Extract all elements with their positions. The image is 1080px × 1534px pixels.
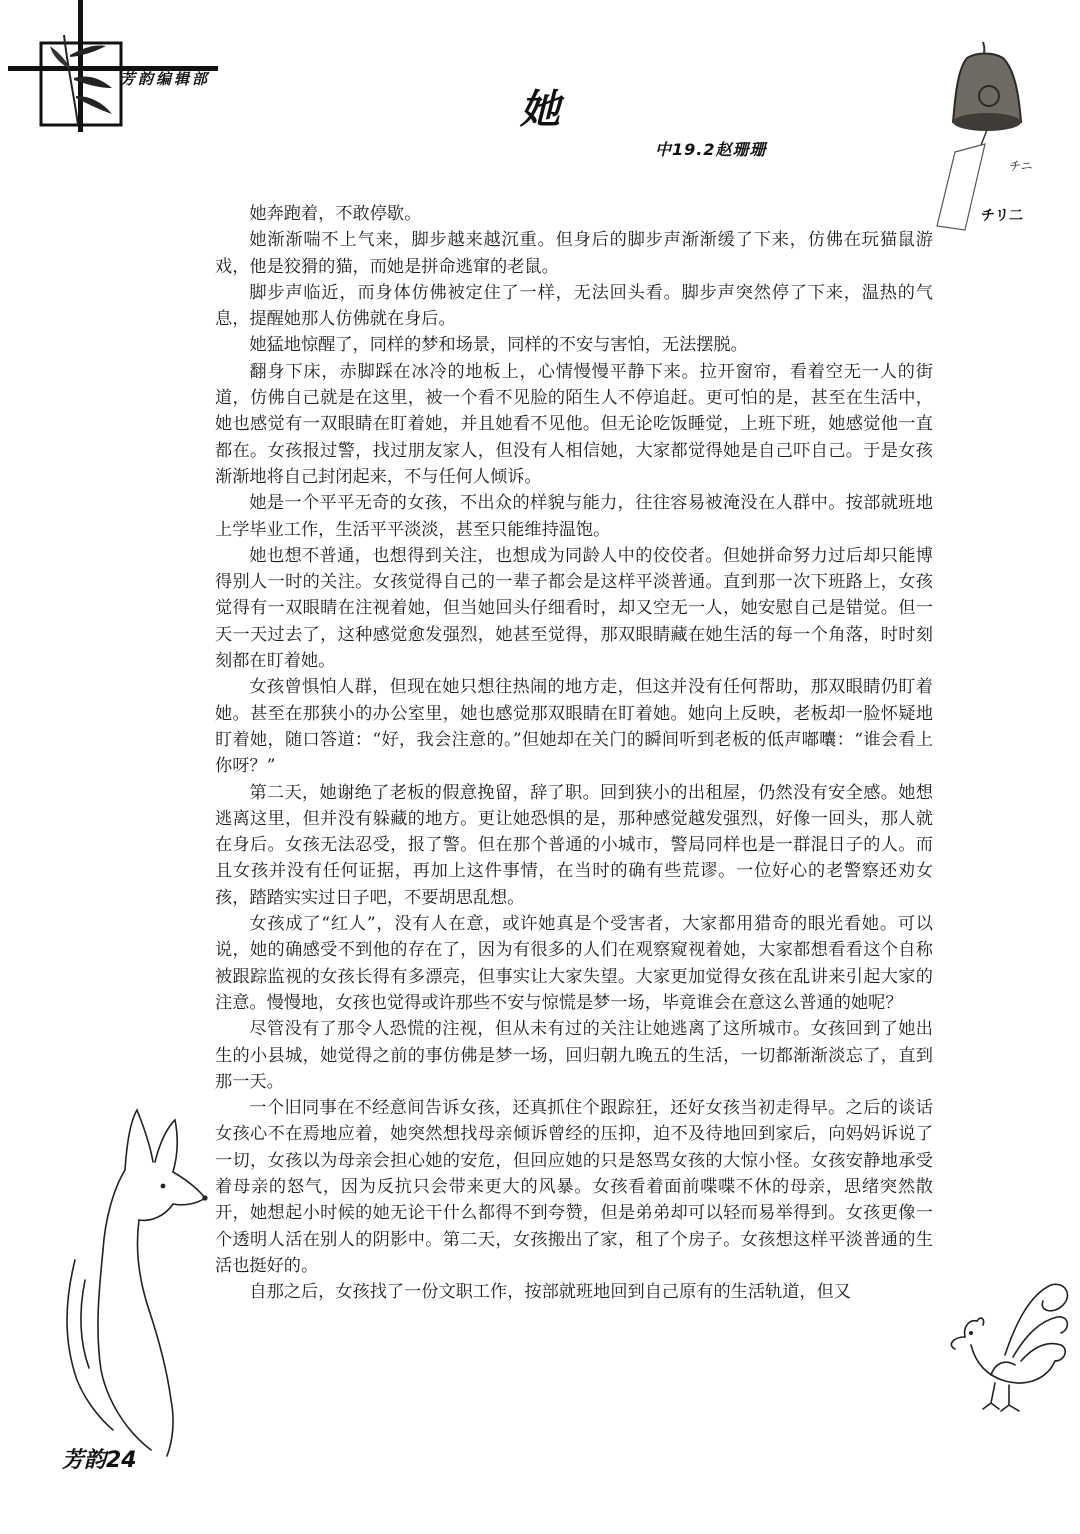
page-number: 芳韵24 bbox=[62, 1448, 137, 1473]
rooster-icon bbox=[935, 1275, 1075, 1420]
wind-chime-icon bbox=[925, 40, 1035, 270]
paragraph: 女孩曾惧怕人群，但现在她只想往热闹的地方走，但这并没有任何帮助，那双眼睛仍盯着她。甚至在那狭小的办公室里，她也感觉那双眼睛在盯着她。她向上反映，老板却一脸怀疑地盯着她，随口答道：“好，我会注意的。”但她却在关门的瞬间听到老板的低声嘟囔：“谁会看上你呀？” bbox=[215, 677, 933, 777]
paragraph: 第二天，她谢绝了老板的假意挽留，辞了职。回到狭小的出租屋，仍然没有安全感。她想逃离这里，但并没有躲藏的地方。更让她恐惧的是，那种感觉越发强烈，好像一回头，那人就在身后。女孩无法忍受，报了警。但在那个普通的小城市，警局同样也是一群混日子的人。而且女孩并没有任何证据，再加上这件事情，在当时的确有些荒谬。一位好心的老警察还劝女孩，踏踏实实过日子吧，不要胡思乱想。 bbox=[215, 782, 933, 908]
paragraph: 尽管没有了那令人恐慌的注视，但从未有过的关注让她逃离了这所城市。女孩回到了她出生的小县城，她觉得之前的事仿佛是梦一场，回归朝九晚五的生活，一切都渐渐淡忘了，直到那一天。 bbox=[215, 1019, 933, 1092]
fox-icon bbox=[55, 1100, 245, 1460]
paragraph: 翻身下床，赤脚踩在冰冷的地板上，心情慢慢平静下来。拉开窗帘，看着空无一人的街道，仿佛自己就是在这里，被一个看不见脸的陌生人不停追赶。更可怕的是，甚至在生活中，她也感觉有一双眼睛在盯着她，并且她看不见他。但无论吃饭睡觉，上班下班，她感觉他一直都在。女孩报过警，找过朋友家人，但没有人相信她，大家都觉得她是自己吓自己。于是女孩渐渐地将自己封闭起来，不与任何人倾诉。 bbox=[215, 361, 933, 487]
paragraph: 她奔跑着，不敢停歇。 bbox=[249, 204, 422, 224]
article-title: 她 bbox=[520, 86, 560, 133]
article-body bbox=[215, 201, 933, 1305]
department-label: 芳韵编辑部 bbox=[120, 70, 211, 88]
paragraph: 她渐渐喘不上气来，脚步越来越沉重。但身后的脚步声渐渐缓了下来，仿佛在玩猫鼠游戏，他是狡猾的猫，而她是拼命逃窜的老鼠。 bbox=[215, 230, 933, 277]
paragraph: 女孩成了“红人”，没有人在意，或许她真是个受害者，大家都用猎奇的眼光看她。可以说，她的确感受不到他的存在了，因为有很多的人们在观察窥视着她，大家都想看看这个自称被跟踪监视的女孩长得有多漂亮，但事实让大家失望。大家更加觉得女孩在乱讲来引起大家的注意。慢慢地，女孩也觉得或许那些不安与惊慌是梦一场，毕竟谁会在意这么普通的她呢？ bbox=[215, 914, 933, 1013]
paragraph: 她猛地惊醒了，同样的梦和场景，同样的不安与害怕，无法摆脱。 bbox=[249, 335, 748, 356]
paragraph: 她是一个平平无奇的女孩，不出众的样貌与能力，往往容易被淹没在人群中。按部就班地上学毕业工作，生活平平淡淡，甚至只能维持温饱。 bbox=[215, 493, 933, 540]
paragraph: 自那之后，女孩找了一份文职工作，按部就班地回到自己原有的生活轨道，但又 bbox=[249, 1282, 851, 1303]
paragraph: 一个旧同事在不经意间告诉女孩，还真抓住个跟踪狂，还好女孩当初走得早。之后的谈话女孩心不在焉地应着，她突然想找母亲倾诉曾经的压抑，迫不及待地回到家后，向妈妈诉说了一切，女孩以为母亲会担心她的安危，但回应她的只是怒骂女孩的大惊小怪。女孩安静地承受着母亲的怒气，因为反抗只会带来更大的风暴。女孩看着面前喋喋不休的母亲，思绪突然散开，她想起小时候的她无论干什么都得不到夸赞，但是弟弟却可以轻而易举得到。女孩更像一个透明人活在别人的阴影中。第二天，女孩搬出了家，租了个房子。女孩想这样平淡普通的生活也挺好的。 bbox=[215, 1098, 933, 1276]
chime-text-2: チリ二 bbox=[981, 208, 1023, 224]
article-author: 中19.2赵珊珊 bbox=[655, 140, 767, 159]
paragraph: 她也想不普通，也想得到关注，也想成为同龄人中的佼佼者。但她拼命努力过后却只能博得别人一时的关注。女孩觉得自己的一辈子都会是这样平淡普通。直到那一次下班路上，女孩觉得有一双眼睛在注视着她，但当她回头仔细看时，却又空无一人，她安慰自己是错觉。但一天一天过去了，这种感觉愈发强烈，她甚至觉得，那双眼睛藏在她生活的每一个角落，时时刻刻都在盯着她。 bbox=[215, 545, 933, 672]
fox-illustration bbox=[55, 1100, 245, 1460]
wind-chime-illustration bbox=[925, 40, 1035, 270]
paragraph: 脚步声临近，而身体仿佛被定住了一样，无法回头看。脚步声突然停了下来，温热的气息，提醒她那人仿佛就在身后。 bbox=[215, 282, 933, 330]
chime-text-1: チニ bbox=[1009, 159, 1033, 173]
rooster-illustration bbox=[935, 1275, 1075, 1420]
